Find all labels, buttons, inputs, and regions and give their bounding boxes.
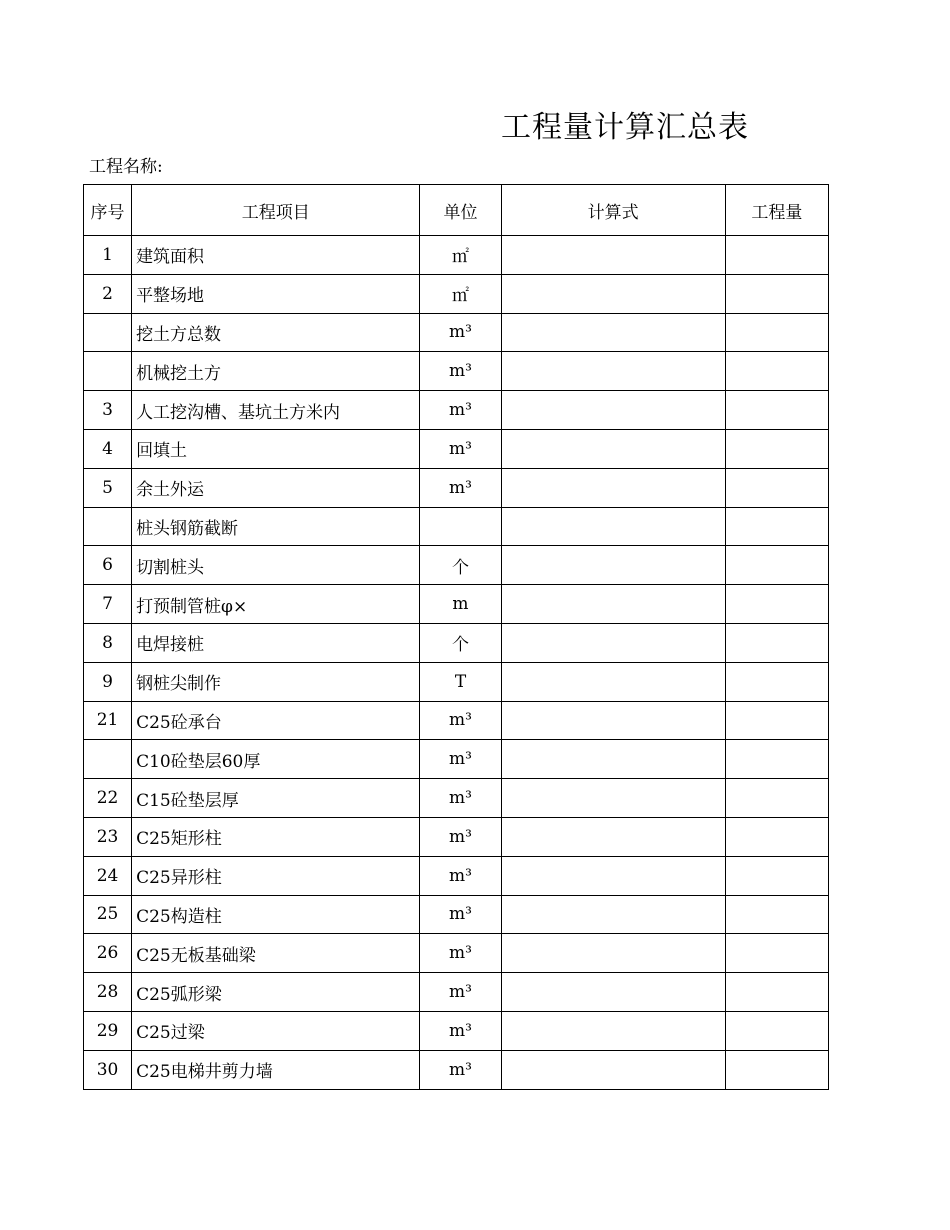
cell-unit[interactable]: 个	[420, 623, 501, 662]
cell-no[interactable]: 30	[84, 1050, 132, 1089]
cell-item[interactable]: C25电梯井剪力墙	[132, 1050, 420, 1089]
cell-formula[interactable]	[501, 236, 725, 275]
cell-quantity[interactable]	[725, 1050, 828, 1089]
cell-no[interactable]: 28	[84, 973, 132, 1012]
cell-no[interactable]	[84, 352, 132, 391]
cell-unit[interactable]: m³	[420, 352, 501, 391]
cell-no[interactable]: 3	[84, 391, 132, 430]
cell-formula[interactable]	[501, 817, 725, 856]
cell-item[interactable]: 打预制管桩φ×	[132, 585, 420, 624]
cell-quantity[interactable]	[725, 973, 828, 1012]
table-row	[84, 429, 829, 468]
cell-unit[interactable]: m³	[420, 934, 501, 973]
header-item: 工程项目	[132, 185, 420, 236]
cell-quantity[interactable]	[725, 856, 828, 895]
cell-unit[interactable]: m³	[420, 1011, 501, 1050]
cell-item[interactable]: 挖土方总数	[132, 313, 420, 352]
table-body	[84, 236, 829, 1090]
cell-formula[interactable]	[501, 1050, 725, 1089]
cell-item[interactable]: 桩头钢筋截断	[132, 507, 420, 546]
cell-no[interactable]: 26	[84, 934, 132, 973]
cell-quantity[interactable]	[725, 662, 828, 701]
cell-item[interactable]: C25砼承台	[132, 701, 420, 740]
cell-unit[interactable]: m³	[420, 895, 501, 934]
cell-quantity[interactable]	[725, 236, 828, 275]
table-row	[84, 274, 829, 313]
cell-quantity[interactable]	[725, 313, 828, 352]
cell-unit[interactable]: m³	[420, 391, 501, 430]
cell-no[interactable]: 8	[84, 623, 132, 662]
table-row	[84, 895, 829, 934]
table-row	[84, 546, 829, 585]
cell-quantity[interactable]	[725, 895, 828, 934]
cell-item[interactable]: C10砼垫层60厚	[132, 740, 420, 779]
table-row	[84, 236, 829, 275]
table-header-row	[84, 185, 829, 236]
cell-quantity[interactable]	[725, 507, 828, 546]
project-name-label: 工程名称:	[89, 157, 163, 177]
cell-item[interactable]: C25构造柱	[132, 895, 420, 934]
table-row	[84, 507, 829, 546]
table-row	[84, 973, 829, 1012]
cell-quantity[interactable]	[725, 701, 828, 740]
cell-formula[interactable]	[501, 701, 725, 740]
cell-no[interactable]: 1	[84, 236, 132, 275]
cell-formula[interactable]	[501, 740, 725, 779]
cell-item[interactable]: 人工挖沟槽、基坑土方米内	[132, 391, 420, 430]
cell-quantity[interactable]	[725, 817, 828, 856]
table-row	[84, 1011, 829, 1050]
cell-formula[interactable]	[501, 429, 725, 468]
table-row	[84, 856, 829, 895]
cell-unit[interactable]: m³	[420, 429, 501, 468]
cell-unit[interactable]: m³	[420, 701, 501, 740]
cell-quantity[interactable]	[725, 468, 828, 507]
table-row	[84, 701, 829, 740]
cell-no[interactable]: 4	[84, 429, 132, 468]
table-row	[84, 585, 829, 624]
cell-unit[interactable]: ㎡	[420, 274, 501, 313]
cell-formula[interactable]	[501, 1011, 725, 1050]
cell-quantity[interactable]	[725, 352, 828, 391]
cell-formula[interactable]	[501, 352, 725, 391]
table-row	[84, 740, 829, 779]
cell-no[interactable]: 29	[84, 1011, 132, 1050]
cell-unit[interactable]: m³	[420, 856, 501, 895]
cell-formula[interactable]	[501, 507, 725, 546]
cell-formula[interactable]	[501, 391, 725, 430]
table-row	[84, 352, 829, 391]
cell-item[interactable]: C25矩形柱	[132, 817, 420, 856]
table-row	[84, 662, 829, 701]
cell-item[interactable]: 机械挖土方	[132, 352, 420, 391]
cell-item[interactable]: 余土外运	[132, 468, 420, 507]
header-no: 序号	[84, 185, 132, 236]
cell-no[interactable]: 24	[84, 856, 132, 895]
table-row	[84, 313, 829, 352]
cell-unit[interactable]: m³	[420, 740, 501, 779]
cell-item[interactable]: 电焊接桩	[132, 623, 420, 662]
cell-item[interactable]: 回填土	[132, 429, 420, 468]
cell-quantity[interactable]	[725, 274, 828, 313]
cell-unit[interactable]: ㎡	[420, 236, 501, 275]
cell-no[interactable]: 22	[84, 779, 132, 818]
cell-unit[interactable]: m³	[420, 817, 501, 856]
cell-unit[interactable]: m³	[420, 973, 501, 1012]
cell-unit[interactable]: m	[420, 585, 501, 624]
cell-quantity[interactable]	[725, 740, 828, 779]
cell-no[interactable]: 25	[84, 895, 132, 934]
cell-formula[interactable]	[501, 313, 725, 352]
cell-no[interactable]: 5	[84, 468, 132, 507]
cell-formula[interactable]	[501, 585, 725, 624]
cell-no[interactable]: 23	[84, 817, 132, 856]
cell-item[interactable]: 切割桩头	[132, 546, 420, 585]
header-unit: 单位	[420, 185, 501, 236]
cell-quantity[interactable]	[725, 429, 828, 468]
header-quantity: 工程量	[725, 185, 828, 236]
cell-item[interactable]: 建筑面积	[132, 236, 420, 275]
cell-item[interactable]: 平整场地	[132, 274, 420, 313]
cell-unit[interactable]: m³	[420, 779, 501, 818]
cell-formula[interactable]	[501, 623, 725, 662]
cell-no[interactable]: 6	[84, 546, 132, 585]
cell-formula[interactable]	[501, 973, 725, 1012]
cell-quantity[interactable]	[725, 585, 828, 624]
cell-unit[interactable]: 个	[420, 546, 501, 585]
cell-formula[interactable]	[501, 468, 725, 507]
cell-formula[interactable]	[501, 662, 725, 701]
cell-item[interactable]: C25无板基础梁	[132, 934, 420, 973]
cell-item[interactable]: C25过梁	[132, 1011, 420, 1050]
cell-no[interactable]	[84, 313, 132, 352]
cell-no[interactable]: 9	[84, 662, 132, 701]
cell-quantity[interactable]	[725, 623, 828, 662]
cell-item[interactable]: C25异形柱	[132, 856, 420, 895]
cell-unit[interactable]: m³	[420, 468, 501, 507]
cell-item[interactable]: C25弧形梁	[132, 973, 420, 1012]
cell-unit[interactable]: m³	[420, 1050, 501, 1089]
cell-quantity[interactable]	[725, 934, 828, 973]
cell-item[interactable]: 钢桩尖制作	[132, 662, 420, 701]
document-title: 工程量计算汇总表	[501, 110, 749, 145]
cell-formula[interactable]	[501, 895, 725, 934]
table-row	[84, 817, 829, 856]
cell-formula[interactable]	[501, 274, 725, 313]
quantity-summary-table	[83, 184, 829, 1090]
header-formula: 计算式	[501, 185, 725, 236]
cell-quantity[interactable]	[725, 546, 828, 585]
cell-quantity[interactable]	[725, 391, 828, 430]
cell-no[interactable]: 7	[84, 585, 132, 624]
table-row	[84, 779, 829, 818]
cell-no[interactable]: 21	[84, 701, 132, 740]
cell-quantity[interactable]	[725, 779, 828, 818]
cell-formula[interactable]	[501, 934, 725, 973]
cell-unit[interactable]	[420, 507, 501, 546]
cell-item[interactable]: C15砼垫层厚	[132, 779, 420, 818]
cell-no[interactable]: 2	[84, 274, 132, 313]
table-row	[84, 391, 829, 430]
table-row	[84, 468, 829, 507]
cell-no[interactable]	[84, 740, 132, 779]
cell-formula[interactable]	[501, 546, 725, 585]
table-row	[84, 1050, 829, 1089]
cell-quantity[interactable]	[725, 1011, 828, 1050]
table-row	[84, 934, 829, 973]
cell-formula[interactable]	[501, 856, 725, 895]
cell-no[interactable]	[84, 507, 132, 546]
table-row	[84, 623, 829, 662]
cell-unit[interactable]: m³	[420, 313, 501, 352]
cell-formula[interactable]	[501, 779, 725, 818]
cell-unit[interactable]: T	[420, 662, 501, 701]
